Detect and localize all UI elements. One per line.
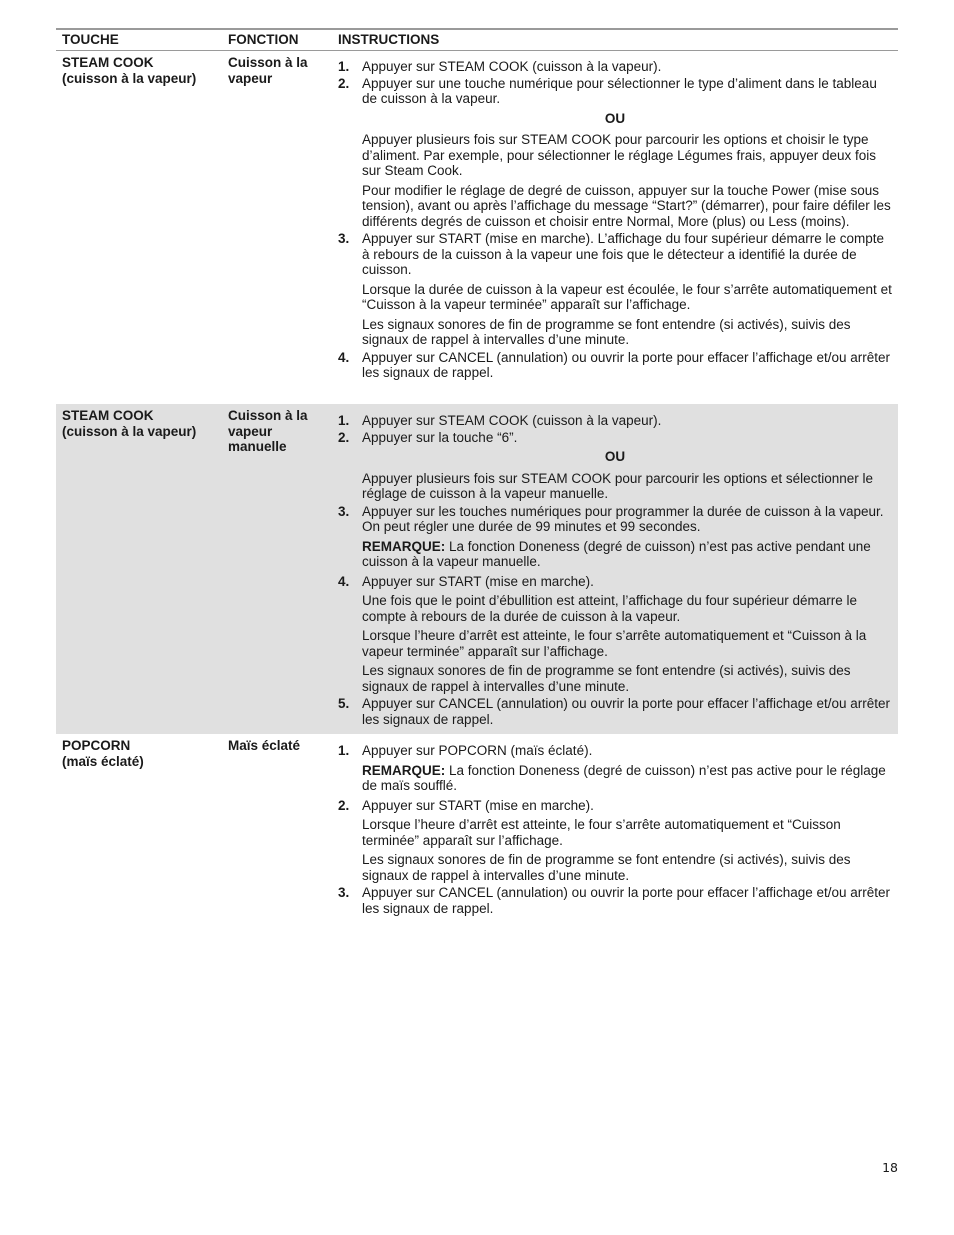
header-touche: TOUCHE bbox=[62, 32, 119, 47]
note bbox=[338, 763, 892, 794]
step bbox=[338, 231, 892, 278]
paragraph: Pour modifier le réglage de degré de cuisson, appuyer sur la touche Power (mise sous tension), avant ou après l’affichage du message “Start?” (démarrer), pour faire défiler les différents degrés de cuisson et choisir entre Normal, More (plus) ou Less (moins). bbox=[362, 182, 891, 229]
paragraph: Une fois que le point d’ébullition est atteint, l’affichage du four supérieur démarre le compte à rebours de la durée de cuisson à la vapeur. bbox=[362, 593, 858, 624]
paragraph: Lorsque l’heure d’arrêt est atteinte, le four s’arrête automatiquement et “Cuisson à la vapeur terminée” apparaît sur l’affichage. bbox=[362, 628, 867, 659]
table-row bbox=[56, 51, 898, 404]
step-text: Appuyer sur STEAM COOK (cuisson à la vapeur). bbox=[362, 413, 662, 428]
fonction-cell: Cuisson à la vapeur bbox=[228, 55, 308, 86]
step bbox=[338, 798, 892, 814]
note bbox=[338, 539, 892, 570]
step bbox=[338, 430, 892, 446]
fonction-cell: Maïs éclaté bbox=[228, 738, 301, 753]
paragraph: Lorsque la durée de cuisson à la vapeur est écoulée, le four s’arrête automatiquement et “Cuisson à la vapeur terminée” apparaît sur l’affichage. bbox=[362, 281, 892, 312]
step-text: Appuyer sur CANCEL (annulation) ou ouvrir la porte pour effacer l’affichage et/ou arrêter les signaux de rappel. bbox=[362, 349, 891, 380]
note-text: La fonction Doneness (degré de cuisson) n’est pas active pendant une cuisson à la vapeur manuelle. bbox=[362, 538, 871, 569]
page-number: 18 bbox=[882, 1160, 898, 1175]
step-text: Appuyer sur les touches numériques pour programmer la durée de cuisson à la vapeur. On peut régler une durée de 99 minutes et 99 secondes. bbox=[362, 503, 884, 534]
touche-cell: STEAM COOK (cuisson à la vapeur) bbox=[62, 55, 197, 86]
paragraph: Appuyer plusieurs fois sur STEAM COOK pour parcourir les options et choisir le type d’aliment. Par exemple, pour sélectionner le réglage Légumes frais, appuyer deux fois sur Steam Cook. bbox=[362, 132, 877, 178]
step bbox=[338, 504, 892, 535]
note-label: REMARQUE: bbox=[362, 762, 446, 778]
step-text: Appuyer sur une touche numérique pour sélectionner le type d’aliment dans le tableau de cuisson à la vapeur. bbox=[362, 75, 877, 106]
note-label: REMARQUE: bbox=[362, 538, 446, 554]
table-row bbox=[56, 734, 898, 916]
fonction-cell: Cuisson à la vapeur manuelle bbox=[228, 408, 308, 454]
touche-cell: POPCORN (maïs éclaté) bbox=[62, 738, 144, 769]
step bbox=[338, 413, 892, 429]
step-number: 1. bbox=[338, 59, 350, 74]
step-text: Appuyer sur la touche “6”. bbox=[362, 429, 518, 445]
paragraph: Appuyer plusieurs fois sur STEAM COOK pour parcourir les options et sélectionner le réglage de cuisson à la vapeur manuelle. bbox=[362, 470, 873, 501]
step-text: Appuyer sur STEAM COOK (cuisson à la vapeur). bbox=[362, 59, 662, 74]
touche-cell: STEAM COOK (cuisson à la vapeur) bbox=[62, 408, 197, 439]
step bbox=[338, 574, 892, 590]
paragraph: Les signaux sonores de fin de programme se font entendre (si activés), suivis des signaux de rappel à intervalles d’une minute. bbox=[362, 852, 851, 883]
paragraph: Les signaux sonores de fin de programme se font entendre (si activés), suivis des signaux de rappel à intervalles d’une minute. bbox=[362, 316, 851, 347]
step bbox=[338, 885, 892, 916]
step-number: 5. bbox=[338, 696, 350, 711]
step bbox=[338, 696, 892, 727]
step bbox=[338, 350, 892, 381]
step-number: 4. bbox=[338, 573, 350, 589]
step-number: 3. bbox=[338, 503, 350, 519]
or-separator: OU bbox=[604, 449, 626, 464]
step-text: Appuyer sur POPCORN (maïs éclaté). bbox=[362, 743, 593, 758]
header-fonction: FONCTION bbox=[228, 32, 299, 47]
table-row bbox=[56, 404, 898, 734]
instructions-cell bbox=[332, 51, 898, 404]
instructions-cell bbox=[332, 734, 898, 916]
step-text: Appuyer sur CANCEL (annulation) ou ouvrir la porte pour effacer l’affichage et/ou arrêter les signaux de rappel. bbox=[362, 696, 891, 727]
step-number: 3. bbox=[338, 231, 350, 246]
step-number: 1. bbox=[338, 743, 350, 758]
step-text: Appuyer sur CANCEL (annulation) ou ouvrir la porte pour effacer l’affichage et/ou arrêter les signaux de rappel. bbox=[362, 885, 891, 916]
step-number: 2. bbox=[338, 797, 350, 813]
step-number: 4. bbox=[338, 349, 350, 365]
step bbox=[338, 76, 892, 107]
step bbox=[338, 59, 892, 75]
instructions-cell bbox=[332, 404, 898, 734]
header-instructions: INSTRUCTIONS bbox=[338, 32, 440, 47]
instructions-table bbox=[56, 28, 898, 916]
step-number: 3. bbox=[338, 885, 350, 900]
step-text: Appuyer sur START (mise en marche). bbox=[362, 797, 594, 813]
or-separator: OU bbox=[604, 110, 626, 126]
note-text: La fonction Doneness (degré de cuisson) n’est pas active pour le réglage de maïs soufflé. bbox=[362, 762, 886, 793]
paragraph: Les signaux sonores de fin de programme se font entendre (si activés), suivis des signaux de rappel à intervalles d’une minute. bbox=[362, 663, 851, 694]
step-text: Appuyer sur START (mise en marche). L’affichage du four supérieur démarre le compte à rebours de la cuisson à la vapeur une fois que le détecteur a identifié la durée de cuisson. bbox=[362, 231, 884, 277]
table-header bbox=[56, 30, 898, 51]
step-number: 2. bbox=[338, 75, 350, 91]
step-number: 1. bbox=[338, 413, 350, 428]
paragraph: Lorsque l’heure d’arrêt est atteinte, le four s’arrête automatiquement et “Cuisson terminée” apparaît sur l’affichage. bbox=[362, 817, 841, 848]
step-text: Appuyer sur START (mise en marche). bbox=[362, 573, 594, 589]
step bbox=[338, 743, 892, 759]
step-number: 2. bbox=[338, 429, 350, 445]
